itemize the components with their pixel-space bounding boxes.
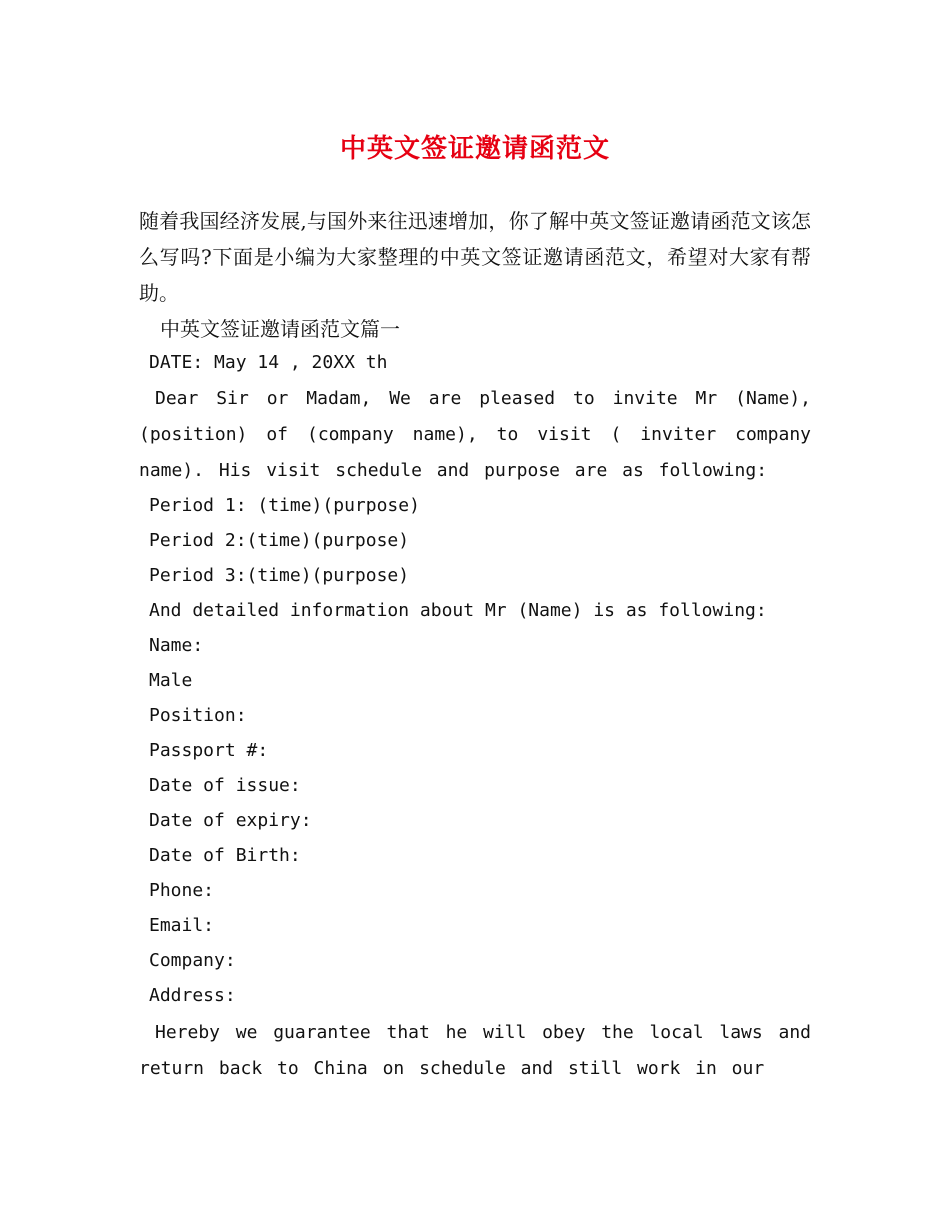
field-address: Address:: [149, 985, 236, 1006]
intro-paragraph: 随着我国经济发展,与国外来往迅速增加，你了解中英文签证邀请函范文该怎么写吗?下面是小编为大家整理的中英文签证邀请函范文，希望对大家有帮助。: [139, 209, 811, 305]
field-name: Name:: [149, 635, 204, 656]
field-company: Company:: [149, 950, 236, 971]
opening-paragraph: Dear Sir or Madam, We are pleased to invite Mr (Name), (position) of (company name), to visit ( inviter company name). His visit schedule and purpose are as following:: [139, 388, 811, 481]
field-gender: Male: [149, 670, 193, 691]
period-line: Period 1: (time)(purpose): [149, 495, 420, 516]
field-date-of-expiry: Date of expiry:: [149, 810, 312, 831]
field-phone: Phone:: [149, 880, 215, 901]
period-line: Period 3:(time)(purpose): [149, 565, 410, 586]
section-heading: 中英文签证邀请函范文篇一: [160, 317, 400, 341]
field-position: Position:: [149, 705, 247, 726]
period-line: Period 2:(time)(purpose): [149, 530, 410, 551]
field-passport: Passport #:: [149, 740, 269, 761]
date-line: DATE: May 14 , 20XX th: [149, 352, 388, 373]
field-date-of-birth: Date of Birth:: [149, 845, 301, 866]
closing-paragraph: Hereby we guarantee that he will obey the local laws and return back to China on schedule and still work in our: [139, 1022, 811, 1079]
field-email: Email:: [149, 915, 215, 936]
document-title: 中英文签证邀请函范文: [339, 134, 610, 164]
field-date-of-issue: Date of issue:: [149, 775, 301, 796]
detail-intro: And detailed information about Mr (Name) is as following:: [149, 600, 767, 621]
